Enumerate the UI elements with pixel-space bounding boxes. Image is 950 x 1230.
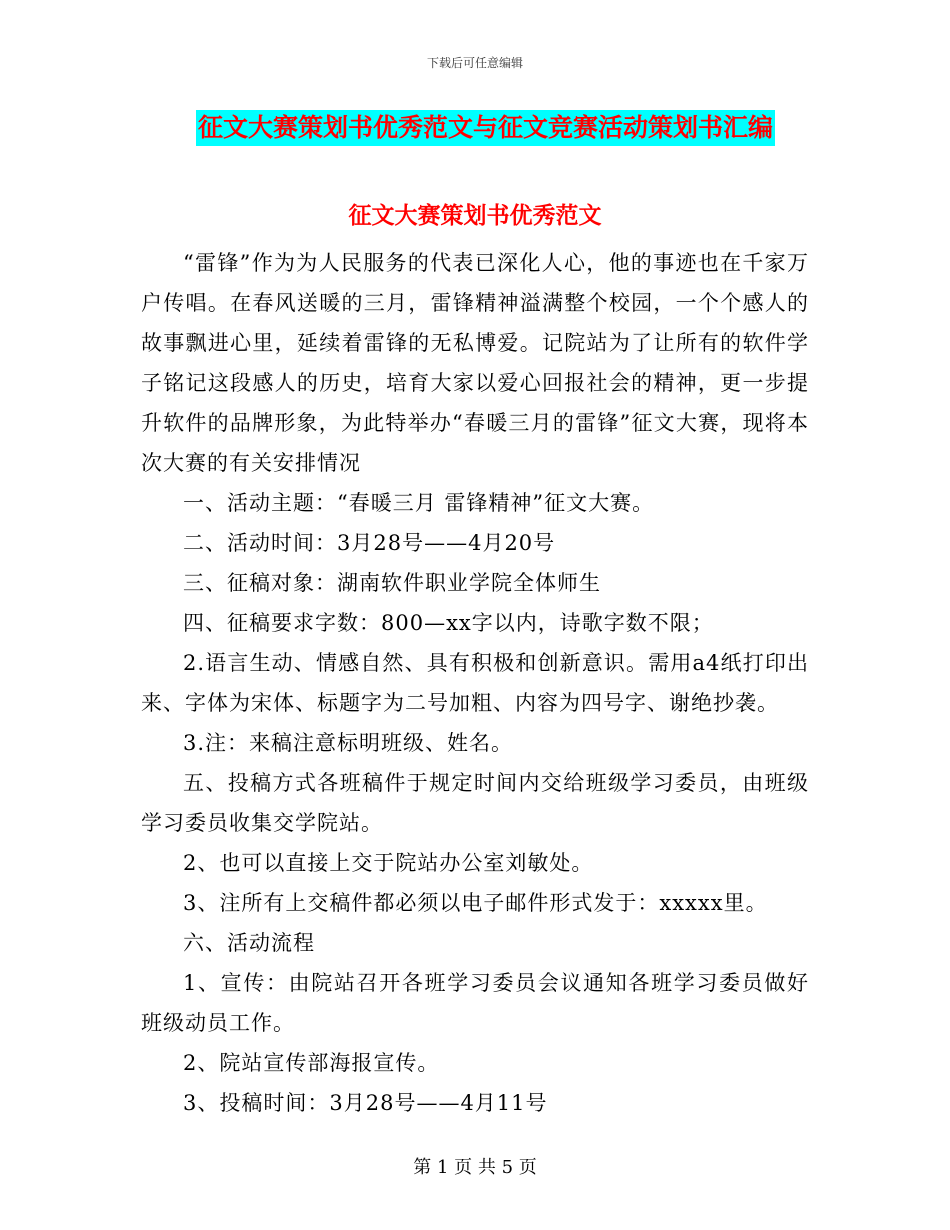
document-body [141,243,809,1123]
document-main-title: 征文大赛策划书优秀范文与征文竞赛活动策划书汇编 [196,110,775,146]
paragraph-audience: 三、征稿对象：湖南软件职业学院全体师生 [183,571,601,595]
paragraph-intro: “雷锋”作为为人民服务的代表已深化人心，他的事迹也在千家万户传唱。在春风送暖的三月，雷锋精神溢满整个校园，一个个感人的故事飘进心里，延续着雷锋的无私博爱。记院站为了让所有的软件学子铭记这段感人的历史，培育大家以爱心回报社会的精神，更一步提升软件的品牌形象，为此特举办“春暖三月的雷锋”征文大赛，现将本次大赛的有关安排情况 [141,251,809,475]
page-header-note: 下载后可任意编辑 [426,56,523,70]
paragraph-process-poster: 2、院站宣传部海报宣传。 [183,1051,440,1075]
paragraph-submission-email: 3、注所有上交稿件都必须以电子邮件形式发于：xxxxx里。 [183,891,768,915]
paragraph-theme: 一、活动主题：“春暖三月 雷锋精神”征文大赛。 [183,491,655,515]
paragraph-word-count: 四、征稿要求字数：800—xx字以内，诗歌字数不限； [183,611,714,635]
paragraph-process-deadline: 3、投稿时间：3月28号——4月11号 [183,1091,548,1115]
paragraph-process-publicity: 1、宣传：由院站召开各班学习委员会议通知各班学习委员做好班级动员工作。 [141,971,809,1035]
paragraph-process-heading: 六、活动流程 [183,931,315,955]
paragraph-submission-office: 2、也可以直接上交于院站办公室刘敏处。 [183,851,594,875]
paragraph-note: 3.注：来稿注意标明班级、姓名。 [183,731,514,755]
paragraph-submission-method: 五、投稿方式各班稿件于规定时间内交给班级学习委员，由班级学习委员收集交学院站。 [141,771,809,835]
page-number: 第 1 页 共 5 页 [413,1157,537,1178]
paragraph-time: 二、活动时间：3月28号——4月20号 [183,531,556,555]
paragraph-requirements: 2.语言生动、情感自然、具有积极和创新意识。需用a4纸打印出来、字体为宋体、标题字为二号加粗、内容为四号字、谢绝抄袭。 [141,651,809,715]
document-sub-title: 征文大赛策划书优秀范文 [348,202,602,229]
